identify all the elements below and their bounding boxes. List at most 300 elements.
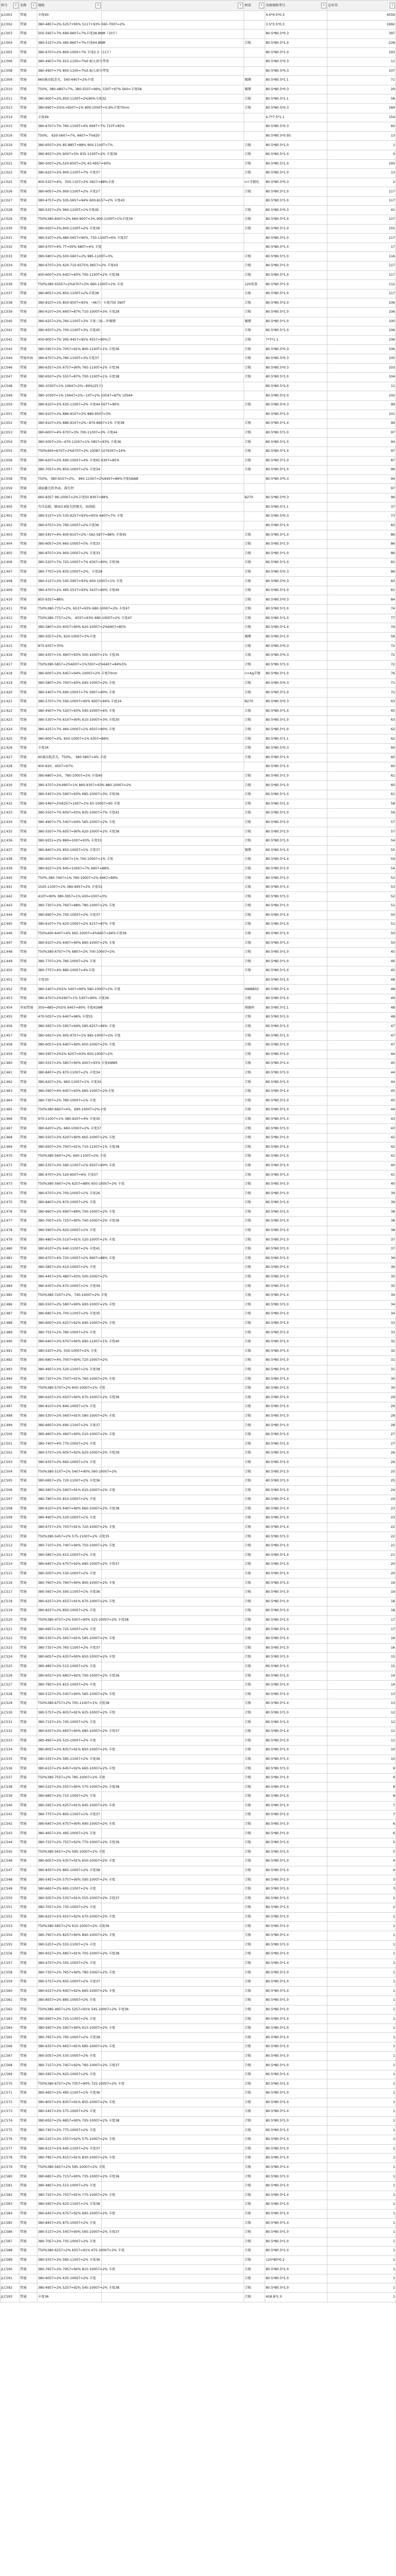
cell-model[interactable]: 80.5*80.5*1.0 bbox=[265, 1439, 327, 1449]
cell-model[interactable]: 80.5*80.5*1.0 bbox=[265, 846, 327, 855]
cell-stock[interactable]: 50 bbox=[327, 938, 396, 948]
cell-code[interactable]: JLC058 bbox=[1, 474, 20, 484]
cell-spec[interactable]: 380-8107=1% 850-9507=93% （46月）丰度750 390T bbox=[37, 298, 102, 308]
table-row[interactable] bbox=[1, 1977, 396, 1987]
cell-name[interactable]: 带通 bbox=[20, 410, 37, 419]
cell-material[interactable]: 合板 bbox=[244, 2283, 265, 2293]
cell-code[interactable]: JLC567 bbox=[1, 2051, 20, 2061]
cell-stock[interactable]: -228 bbox=[327, 38, 396, 48]
cell-spec[interactable]: 380-5507=2% 6207=90% 665-10007=2% 丰度 bbox=[37, 1133, 102, 1142]
cell-spec[interactable]: 380-7107=2% 7407=90% 750-10007=2% 丰度 bbox=[37, 1541, 102, 1551]
table-row[interactable] bbox=[1, 2070, 396, 2079]
cell-material[interactable]: 合板 bbox=[244, 809, 265, 818]
cell-name[interactable]: 带通 bbox=[20, 1207, 37, 1217]
cell-code[interactable]: JLC485 bbox=[1, 1291, 20, 1300]
cell-stock[interactable]: 29 bbox=[327, 85, 396, 94]
cell-model[interactable]: 80.5*80.5*1.0 bbox=[265, 2116, 327, 2126]
cell-code[interactable]: JLC001 bbox=[1, 11, 20, 21]
cell-spec[interactable]: 380-7257=2% 7557=91% 775-10007=2% 丰度 bbox=[37, 2191, 102, 2200]
table-row[interactable] bbox=[1, 623, 396, 633]
cell-blank[interactable] bbox=[102, 818, 244, 827]
cell-code[interactable]: JLC409 bbox=[1, 586, 20, 595]
cell-name[interactable]: 带通 bbox=[20, 66, 37, 76]
cell-blank[interactable] bbox=[102, 1551, 244, 1560]
cell-spec[interactable]: 380-6107=2% 6407=90% 660-10007=2% 丰度38 bbox=[37, 1504, 102, 1514]
cell-stock[interactable]: 59 bbox=[327, 632, 396, 642]
cell-name[interactable]: 带通 bbox=[20, 2033, 37, 2042]
cell-stock[interactable]: 37 bbox=[327, 1235, 396, 1245]
cell-spec[interactable]: 660通高低差光，560-6407=2%丰度 bbox=[37, 76, 102, 85]
cell-blank[interactable] bbox=[102, 632, 244, 642]
cell-spec[interactable]: 380-6707=2% 620-710-6575% 9657=2% 丰度43 bbox=[37, 262, 102, 271]
cell-name[interactable]: 带通 bbox=[20, 1458, 37, 1467]
cell-blank[interactable] bbox=[102, 1124, 244, 1134]
cell-code[interactable]: JLC016 bbox=[1, 131, 20, 141]
cell-stock[interactable]: 38 bbox=[327, 1207, 396, 1217]
cell-code[interactable]: JLC020 bbox=[1, 150, 20, 159]
cell-spec[interactable]: 380-4707=2%4907=1% 860-9307=93% 880-10007=2% bbox=[37, 781, 102, 790]
cell-material[interactable]: 合板 bbox=[244, 1337, 265, 1347]
cell-model[interactable]: 80.5*80.5*1.0 bbox=[265, 2191, 327, 2200]
cell-spec[interactable]: 380-6107=2% 6407=90% 660-10007=2% 丰度 bbox=[37, 938, 102, 948]
cell-spec[interactable]: 380-6257=2% 900-1100T=7% 丰度37 bbox=[37, 169, 102, 178]
cell-material[interactable]: 合板 bbox=[244, 1671, 265, 1681]
cell-material[interactable]: 合板 bbox=[244, 1096, 265, 1106]
cell-model[interactable]: 80.5*80.5*1.0 bbox=[265, 855, 327, 865]
cell-blank[interactable] bbox=[102, 1087, 244, 1096]
cell-model[interactable]: 80.5*80.5*1.0 bbox=[265, 670, 327, 679]
cell-stock[interactable]: 34 bbox=[327, 1291, 396, 1300]
cell-blank[interactable] bbox=[102, 1235, 244, 1245]
cell-name[interactable]: 带通 bbox=[20, 1152, 37, 1161]
cell-code[interactable]: JLC414 bbox=[1, 632, 20, 642]
cell-code[interactable]: JLC043 bbox=[1, 345, 20, 354]
cell-stock[interactable]: 4559 bbox=[327, 11, 396, 21]
cell-material[interactable]: 合板 bbox=[244, 2079, 265, 2089]
cell-blank[interactable] bbox=[102, 2070, 244, 2079]
cell-name[interactable]: 带通 bbox=[20, 131, 37, 141]
table-row[interactable] bbox=[1, 1857, 396, 1866]
cell-model[interactable]: 80.5*80.5*1.0 bbox=[265, 1783, 327, 1792]
cell-stock[interactable]: 38 bbox=[327, 1217, 396, 1226]
cell-name[interactable]: 带通 bbox=[20, 419, 37, 429]
cell-material[interactable]: 合板 bbox=[244, 456, 265, 466]
cell-model[interactable]: 80.5*80.5*1.0 bbox=[265, 1829, 327, 1838]
cell-material[interactable]: 合板 bbox=[244, 1254, 265, 1263]
cell-material[interactable]: 镀膜 bbox=[244, 846, 265, 855]
table-row[interactable] bbox=[1, 1161, 396, 1170]
cell-stock[interactable]: 1 bbox=[327, 2163, 396, 2172]
cell-name[interactable]: 带通 bbox=[20, 799, 37, 809]
cell-blank[interactable] bbox=[102, 57, 244, 66]
table-row[interactable] bbox=[1, 1569, 396, 1578]
cell-spec[interactable]: 380-4757=2% 505-10007=2% 丰度 bbox=[37, 1959, 102, 1968]
cell-stock[interactable]: 2 bbox=[327, 1903, 396, 1913]
cell-stock[interactable]: 106 bbox=[327, 345, 396, 354]
cell-stock[interactable]: 117 bbox=[327, 187, 396, 197]
cell-name[interactable]: 带通 bbox=[20, 929, 37, 938]
cell-stock[interactable]: 1 bbox=[327, 1977, 396, 1987]
cell-blank[interactable] bbox=[102, 1300, 244, 1310]
cell-name[interactable]: 带通 bbox=[20, 781, 37, 790]
cell-material[interactable]: 合板 bbox=[244, 2015, 265, 2024]
cell-spec[interactable]: 380-9107=2% 886-9107=2%~870-8607=1% 丰度38 bbox=[37, 419, 102, 429]
cell-code[interactable]: JLC505 bbox=[1, 1476, 20, 1486]
cell-model[interactable]: 80.5*80.5*1.0 bbox=[265, 1337, 327, 1347]
cell-blank[interactable] bbox=[102, 1458, 244, 1467]
cell-material[interactable]: 合板 bbox=[244, 1699, 265, 1709]
cell-name[interactable]: 带通 bbox=[20, 716, 37, 725]
cell-name[interactable]: 带通 bbox=[20, 1931, 37, 1940]
cell-code[interactable]: JLC033 bbox=[1, 252, 20, 262]
cell-blank[interactable] bbox=[102, 1189, 244, 1198]
cell-blank[interactable] bbox=[102, 2237, 244, 2246]
cell-spec[interactable]: 380-5407=7% 690-10007=7% 5907=90% 丰度 bbox=[37, 688, 102, 698]
cell-model[interactable]: 80.5*80.5*1.0 bbox=[265, 2283, 327, 2293]
cell-name[interactable]: 带通 bbox=[20, 187, 37, 197]
cell-stock[interactable]: 97 bbox=[327, 484, 396, 493]
cell-model[interactable]: 80.5*80.5*1.0 bbox=[265, 1393, 327, 1402]
cell-stock[interactable]: 63 bbox=[327, 697, 396, 706]
cell-spec[interactable]: T50%400-6407=4% 665-10007=4%6657=94%丰度36 bbox=[37, 929, 102, 938]
table-row[interactable] bbox=[1, 1987, 396, 1996]
cell-spec[interactable]: 380-7307=2% 780-10007=1% 丰度 bbox=[37, 1096, 102, 1106]
cell-material[interactable]: 合板 bbox=[244, 206, 265, 215]
cell-name[interactable]: 带通 bbox=[20, 827, 37, 837]
table-row[interactable] bbox=[1, 354, 396, 363]
cell-spec[interactable]: 380-5057=2%, 620-10007=3%丰度 bbox=[37, 632, 102, 642]
cell-spec[interactable]: 380-5007=2%~670-11007=1% 5857=93% 丰度36 bbox=[37, 438, 102, 447]
cell-blank[interactable] bbox=[102, 2042, 244, 2052]
cell-material[interactable]: 合板 bbox=[244, 1996, 265, 2006]
cell-material[interactable]: 合板 bbox=[244, 2107, 265, 2117]
cell-name[interactable]: 带通 bbox=[20, 400, 37, 410]
cell-blank[interactable] bbox=[102, 2274, 244, 2283]
cell-model[interactable]: 120*80*0.2 bbox=[265, 2255, 327, 2265]
cell-spec[interactable]: 380-4907=7% 915-1100=7%0.9(大窗分带宽 bbox=[37, 57, 102, 66]
cell-stock[interactable]: 117 bbox=[327, 289, 396, 298]
cell-blank[interactable] bbox=[102, 66, 244, 76]
cell-stock[interactable]: 42 bbox=[327, 1142, 396, 1152]
table-row[interactable] bbox=[1, 1959, 396, 1968]
cell-material[interactable]: 合板 bbox=[244, 1087, 265, 1096]
cell-material[interactable]: 合板 bbox=[244, 725, 265, 734]
cell-blank[interactable] bbox=[102, 1634, 244, 1643]
cell-name[interactable]: 带通 bbox=[20, 874, 37, 883]
cell-code[interactable]: JLC564 bbox=[1, 2023, 20, 2033]
cell-name[interactable]: 带通 bbox=[20, 1263, 37, 1273]
cell-code[interactable]: JLC056 bbox=[1, 456, 20, 466]
cell-material[interactable]: 合板 bbox=[244, 1402, 265, 1412]
cell-code[interactable]: JLC053 bbox=[1, 428, 20, 438]
cell-spec[interactable]: 380-6007=2% 6457=94% 10007=2% 丰度70nm bbox=[37, 670, 102, 679]
cell-spec[interactable]: 380-5157=2% 5457=90% 565-10007=2% 丰度37 bbox=[37, 2228, 102, 2237]
cell-model[interactable]: 80.5*80.5*2.0 bbox=[265, 391, 327, 401]
cell-stock[interactable]: 19 bbox=[327, 1578, 396, 1588]
cell-stock[interactable]: 47 bbox=[327, 1040, 396, 1050]
cell-stock[interactable]: 1 bbox=[327, 2135, 396, 2144]
cell-name[interactable]: 带通 bbox=[20, 1347, 37, 1356]
cell-model[interactable]: 80.5*80.5*1.0 bbox=[265, 753, 327, 762]
table-row[interactable] bbox=[1, 1764, 396, 1774]
cell-stock[interactable]: 54 bbox=[327, 855, 396, 865]
cell-material[interactable]: 合板 bbox=[244, 447, 265, 456]
cell-stock[interactable]: 22 bbox=[327, 1532, 396, 1542]
cell-spec[interactable]: 380-6807=4% 7007=90% 720-10007=2% bbox=[37, 1356, 102, 1366]
cell-stock[interactable]: 57 bbox=[327, 827, 396, 837]
table-row[interactable] bbox=[1, 1653, 396, 1662]
filter-dropdown-icon[interactable]: ▾ bbox=[390, 3, 395, 8]
cell-model[interactable]: 80.5*80.5*1.0 bbox=[265, 1662, 327, 1671]
cell-spec[interactable]: T50%380-5857=2% 615-10007=2% 丰度36 bbox=[37, 1922, 102, 1931]
table-row[interactable] bbox=[1, 1671, 396, 1681]
cell-spec[interactable]: 丰度36 bbox=[37, 2293, 102, 2302]
cell-name[interactable]: 带通 bbox=[20, 1829, 37, 1838]
cell-stock[interactable]: 1 bbox=[327, 2228, 396, 2237]
cell-material[interactable]: 合板 bbox=[244, 688, 265, 698]
table-row[interactable] bbox=[1, 1282, 396, 1291]
table-row[interactable] bbox=[1, 549, 396, 558]
cell-model[interactable]: 80.5*80.5*1.0 bbox=[265, 2061, 327, 2070]
cell-code[interactable]: JLC490 bbox=[1, 1337, 20, 1347]
cell-stock[interactable]: 5 bbox=[327, 1838, 396, 1847]
cell-spec[interactable]: 400-5257=4%，550-1107=2% 5627=88%丰度 bbox=[37, 178, 102, 187]
cell-stock[interactable]: 62 bbox=[327, 725, 396, 734]
cell-code[interactable]: JLC453 bbox=[1, 994, 20, 1003]
cell-model[interactable]: 80.5*80.5*1.0 bbox=[265, 48, 327, 57]
table-row[interactable] bbox=[1, 1383, 396, 1393]
cell-code[interactable]: JLC405 bbox=[1, 549, 20, 558]
cell-spec[interactable]: T50%380-7207=2%，740-10007=2% 丰度 bbox=[37, 1291, 102, 1300]
cell-blank[interactable] bbox=[102, 2061, 244, 2070]
cell-material[interactable]: 合板 bbox=[244, 1587, 265, 1597]
cell-stock[interactable]: 11 bbox=[327, 382, 396, 391]
cell-name[interactable]: 带通 bbox=[20, 2089, 37, 2098]
cell-blank[interactable] bbox=[102, 1504, 244, 1514]
cell-material[interactable]: 合板 bbox=[244, 1847, 265, 1857]
cell-code[interactable]: JLC021 bbox=[1, 159, 20, 169]
cell-model[interactable]: 80.5*80.5*1.0 bbox=[265, 2033, 327, 2042]
cell-blank[interactable] bbox=[102, 2209, 244, 2219]
cell-model[interactable]: 80.5*80.5*1.0 bbox=[265, 911, 327, 920]
cell-stock[interactable]: 54 bbox=[327, 836, 396, 846]
cell-material[interactable]: 合板 bbox=[244, 2191, 265, 2200]
cell-code[interactable]: JLC031 bbox=[1, 234, 20, 243]
table-row[interactable] bbox=[1, 911, 396, 920]
cell-name[interactable]: 带通 bbox=[20, 1495, 37, 1505]
cell-material[interactable]: 合板 bbox=[244, 1198, 265, 1208]
cell-name[interactable]: 带通 bbox=[20, 1356, 37, 1366]
cell-spec[interactable]: 380-4657=2% 495-11007=1% 丰度36 bbox=[37, 2089, 102, 2098]
cell-blank[interactable] bbox=[102, 1578, 244, 1588]
cell-spec[interactable]: 380-6507=2% 700-1100T=3% 丰度45 bbox=[37, 326, 102, 336]
cell-stock[interactable]: 14 bbox=[327, 1671, 396, 1681]
cell-blank[interactable] bbox=[102, 1272, 244, 1282]
table-row[interactable] bbox=[1, 1207, 396, 1217]
cell-stock[interactable]: 42 bbox=[327, 1133, 396, 1142]
cell-name[interactable]: 带通 bbox=[20, 2191, 37, 2200]
cell-blank[interactable] bbox=[102, 1653, 244, 1662]
cell-model[interactable]: 80.5*80.5*1.0 bbox=[265, 1179, 327, 1189]
cell-code[interactable]: JLC586 bbox=[1, 2228, 20, 2237]
cell-spec[interactable]: 855-9357=88% bbox=[37, 595, 102, 605]
cell-model[interactable]: 80.5*80.5*1.0 bbox=[265, 2135, 327, 2144]
cell-blank[interactable] bbox=[102, 262, 244, 271]
cell-code[interactable]: JLC571 bbox=[1, 2089, 20, 2098]
cell-stock[interactable]: 5 bbox=[327, 1847, 396, 1857]
table-row[interactable] bbox=[1, 447, 396, 456]
cell-name[interactable]: 带通 bbox=[20, 1013, 37, 1022]
cell-model[interactable]: 80.5*80.5*1.0 bbox=[265, 1356, 327, 1366]
cell-material[interactable]: 合板 bbox=[244, 781, 265, 790]
cell-name[interactable]: 带通 bbox=[20, 512, 37, 521]
table-row[interactable] bbox=[1, 11, 396, 21]
cell-blank[interactable] bbox=[102, 11, 244, 21]
cell-code[interactable]: JLC451 bbox=[1, 975, 20, 985]
cell-code[interactable]: JLC046 bbox=[1, 363, 20, 373]
cell-name[interactable]: 带通 bbox=[20, 1597, 37, 1606]
cell-model[interactable]: 80.5*80.5*1.0 bbox=[265, 1374, 327, 1384]
cell-stock[interactable]: 112 bbox=[327, 280, 396, 289]
cell-code[interactable]: JLC489 bbox=[1, 1328, 20, 1338]
table-row[interactable] bbox=[1, 1179, 396, 1189]
cell-stock[interactable]: 83 bbox=[327, 577, 396, 586]
cell-name[interactable]: 带通 bbox=[20, 1374, 37, 1384]
cell-spec[interactable]: 380-6257=2% 6557=92% 670-10007=2% 丰度 bbox=[37, 1912, 102, 1922]
cell-blank[interactable] bbox=[102, 2265, 244, 2274]
cell-code[interactable]: JLC417 bbox=[1, 660, 20, 670]
cell-code[interactable]: JLC003 bbox=[1, 30, 20, 39]
cell-code[interactable]: JLC488 bbox=[1, 1319, 20, 1328]
cell-spec[interactable]: 380-4857=2% 515-10007=2% 丰度 bbox=[37, 2181, 102, 2191]
cell-material[interactable]: 合板 bbox=[244, 1031, 265, 1041]
cell-spec[interactable]: 380-5007=2% 530-10007=2% 丰度 bbox=[37, 1569, 102, 1578]
cell-code[interactable]: JLC029 bbox=[1, 215, 20, 225]
cell-name[interactable]: 带通 bbox=[20, 1912, 37, 1922]
cell-blank[interactable] bbox=[102, 1254, 244, 1263]
cell-name[interactable]: 带通 bbox=[20, 317, 37, 326]
table-row[interactable] bbox=[1, 975, 396, 985]
cell-spec[interactable]: 380-7057=2% 735-10007=2% 丰度 bbox=[37, 1903, 102, 1913]
cell-model[interactable]: 80.5*80.5*1.0 bbox=[265, 1959, 327, 1968]
cell-material[interactable] bbox=[244, 57, 265, 66]
cell-model[interactable]: 80.5*80.5*1.0 bbox=[265, 1449, 327, 1458]
table-row[interactable] bbox=[1, 2219, 396, 2228]
cell-model[interactable]: 80.5*80.5*1.0 bbox=[265, 947, 327, 957]
cell-blank[interactable] bbox=[102, 1291, 244, 1300]
table-row[interactable] bbox=[1, 1263, 396, 1273]
cell-name[interactable]: 带通 bbox=[20, 335, 37, 345]
cell-stock[interactable]: 11 bbox=[327, 1736, 396, 1746]
cell-stock[interactable]: 44 bbox=[327, 1078, 396, 1087]
cell-spec[interactable]: 380-5057=2% 5357=91% 555-10007=2% 丰度37 bbox=[37, 1894, 102, 1903]
cell-model[interactable]: 80.5*80.5*1.0 bbox=[265, 1532, 327, 1542]
cell-blank[interactable] bbox=[102, 1226, 244, 1235]
cell-blank[interactable] bbox=[102, 335, 244, 345]
table-row[interactable] bbox=[1, 1458, 396, 1467]
cell-material[interactable]: 合板 bbox=[244, 836, 265, 846]
cell-code[interactable]: JLC421 bbox=[1, 697, 20, 706]
cell-code[interactable]: JLC026 bbox=[1, 187, 20, 197]
cell-name[interactable]: 带通 bbox=[20, 1532, 37, 1542]
cell-material[interactable]: 合板 bbox=[244, 2246, 265, 2256]
cell-blank[interactable] bbox=[102, 2191, 244, 2200]
cell-stock[interactable]: 72 bbox=[327, 660, 396, 670]
cell-name[interactable]: 带通 bbox=[20, 2135, 37, 2144]
table-row[interactable] bbox=[1, 57, 396, 66]
cell-stock[interactable]: 1 bbox=[327, 1987, 396, 1996]
table-row[interactable] bbox=[1, 957, 396, 966]
cell-material[interactable]: 合板 bbox=[244, 1161, 265, 1170]
cell-blank[interactable] bbox=[102, 1337, 244, 1347]
cell-model[interactable]: 80.5*80.5*1.0 bbox=[265, 1894, 327, 1903]
cell-model[interactable]: 80.5*80.5*0.3 bbox=[265, 363, 327, 373]
cell-blank[interactable] bbox=[102, 864, 244, 874]
cell-name[interactable]: 带通单面 bbox=[20, 354, 37, 363]
cell-code[interactable]: JLC448 bbox=[1, 947, 20, 957]
cell-model[interactable]: 80.5*80.5*1.0 bbox=[265, 975, 327, 985]
cell-blank[interactable] bbox=[102, 270, 244, 280]
cell-spec[interactable]: 380-8457=2% 870-11007=2% 丰度34 bbox=[37, 1068, 102, 1078]
cell-stock[interactable]: 28 bbox=[327, 1411, 396, 1421]
cell-name[interactable]: 带通 bbox=[20, 1383, 37, 1393]
table-row[interactable] bbox=[1, 2172, 396, 2182]
cell-blank[interactable] bbox=[102, 567, 244, 577]
cell-spec[interactable]: 380-6207=2% 690-10007=4% 丰度61 6307=85% bbox=[37, 456, 102, 466]
cell-spec[interactable]: 380-6707=2% 700-10007=1% 丰度26 bbox=[37, 1189, 102, 1198]
cell-code[interactable]: JLC423 bbox=[1, 716, 20, 725]
cell-name[interactable]: 带通 bbox=[20, 493, 37, 502]
cell-code[interactable]: JLC411 bbox=[1, 605, 20, 614]
cell-name[interactable]: 带通 bbox=[20, 1736, 37, 1746]
cell-blank[interactable] bbox=[102, 1170, 244, 1180]
cell-material[interactable]: 合板 bbox=[244, 1551, 265, 1560]
cell-code[interactable]: JLC533 bbox=[1, 1736, 20, 1746]
cell-name[interactable]: 带通 bbox=[20, 1328, 37, 1338]
cell-code[interactable]: JLC510 bbox=[1, 1523, 20, 1532]
cell-stock[interactable]: 1 bbox=[327, 2172, 396, 2182]
cell-stock[interactable]: 44 bbox=[327, 1068, 396, 1078]
cell-spec[interactable]: 380-4857=2% 515-10007=2% 丰度 bbox=[37, 1662, 102, 1671]
cell-material[interactable] bbox=[244, 975, 265, 985]
col-header-blank[interactable] bbox=[102, 1, 244, 11]
cell-code[interactable]: JLC494 bbox=[1, 1374, 20, 1384]
cell-material[interactable]: 合板 bbox=[244, 994, 265, 1003]
cell-blank[interactable] bbox=[102, 410, 244, 419]
cell-stock[interactable]: 2 bbox=[327, 1894, 396, 1903]
cell-stock[interactable]: 17 bbox=[327, 1625, 396, 1634]
cell-name[interactable]: 带通 bbox=[20, 1439, 37, 1449]
cell-material[interactable]: 合板 bbox=[244, 706, 265, 716]
cell-material[interactable]: 合板 bbox=[244, 1013, 265, 1022]
cell-stock[interactable]: 1 bbox=[327, 2005, 396, 2015]
cell-model[interactable]: 80.5*80.5*1.0 bbox=[265, 1142, 327, 1152]
cell-blank[interactable] bbox=[102, 400, 244, 410]
cell-spec[interactable]: 380-4357=1% 4907=93% 500-10007=1% 丰度35 bbox=[37, 651, 102, 660]
cell-stock[interactable]: 55 bbox=[327, 846, 396, 855]
cell-stock[interactable]: 1 bbox=[327, 2079, 396, 2089]
cell-model[interactable]: 80.5*80.5*1.0 bbox=[265, 141, 327, 150]
cell-blank[interactable] bbox=[102, 1699, 244, 1709]
cell-spec[interactable]: 380-4957=2% 5257=92% 545-10007=2% 丰度38 bbox=[37, 2283, 102, 2293]
cell-material[interactable]: 合板 bbox=[244, 298, 265, 308]
cell-model[interactable]: 80.5*80.5*1.0 bbox=[265, 586, 327, 595]
table-row[interactable] bbox=[1, 1736, 396, 1746]
cell-name[interactable]: 带通 bbox=[20, 985, 37, 994]
cell-name[interactable]: 带通 bbox=[20, 1402, 37, 1412]
cell-blank[interactable] bbox=[102, 1838, 244, 1847]
cell-spec[interactable]: 380-5457=2% 5907=93% 685-10007=3% 丰度36 bbox=[37, 790, 102, 799]
